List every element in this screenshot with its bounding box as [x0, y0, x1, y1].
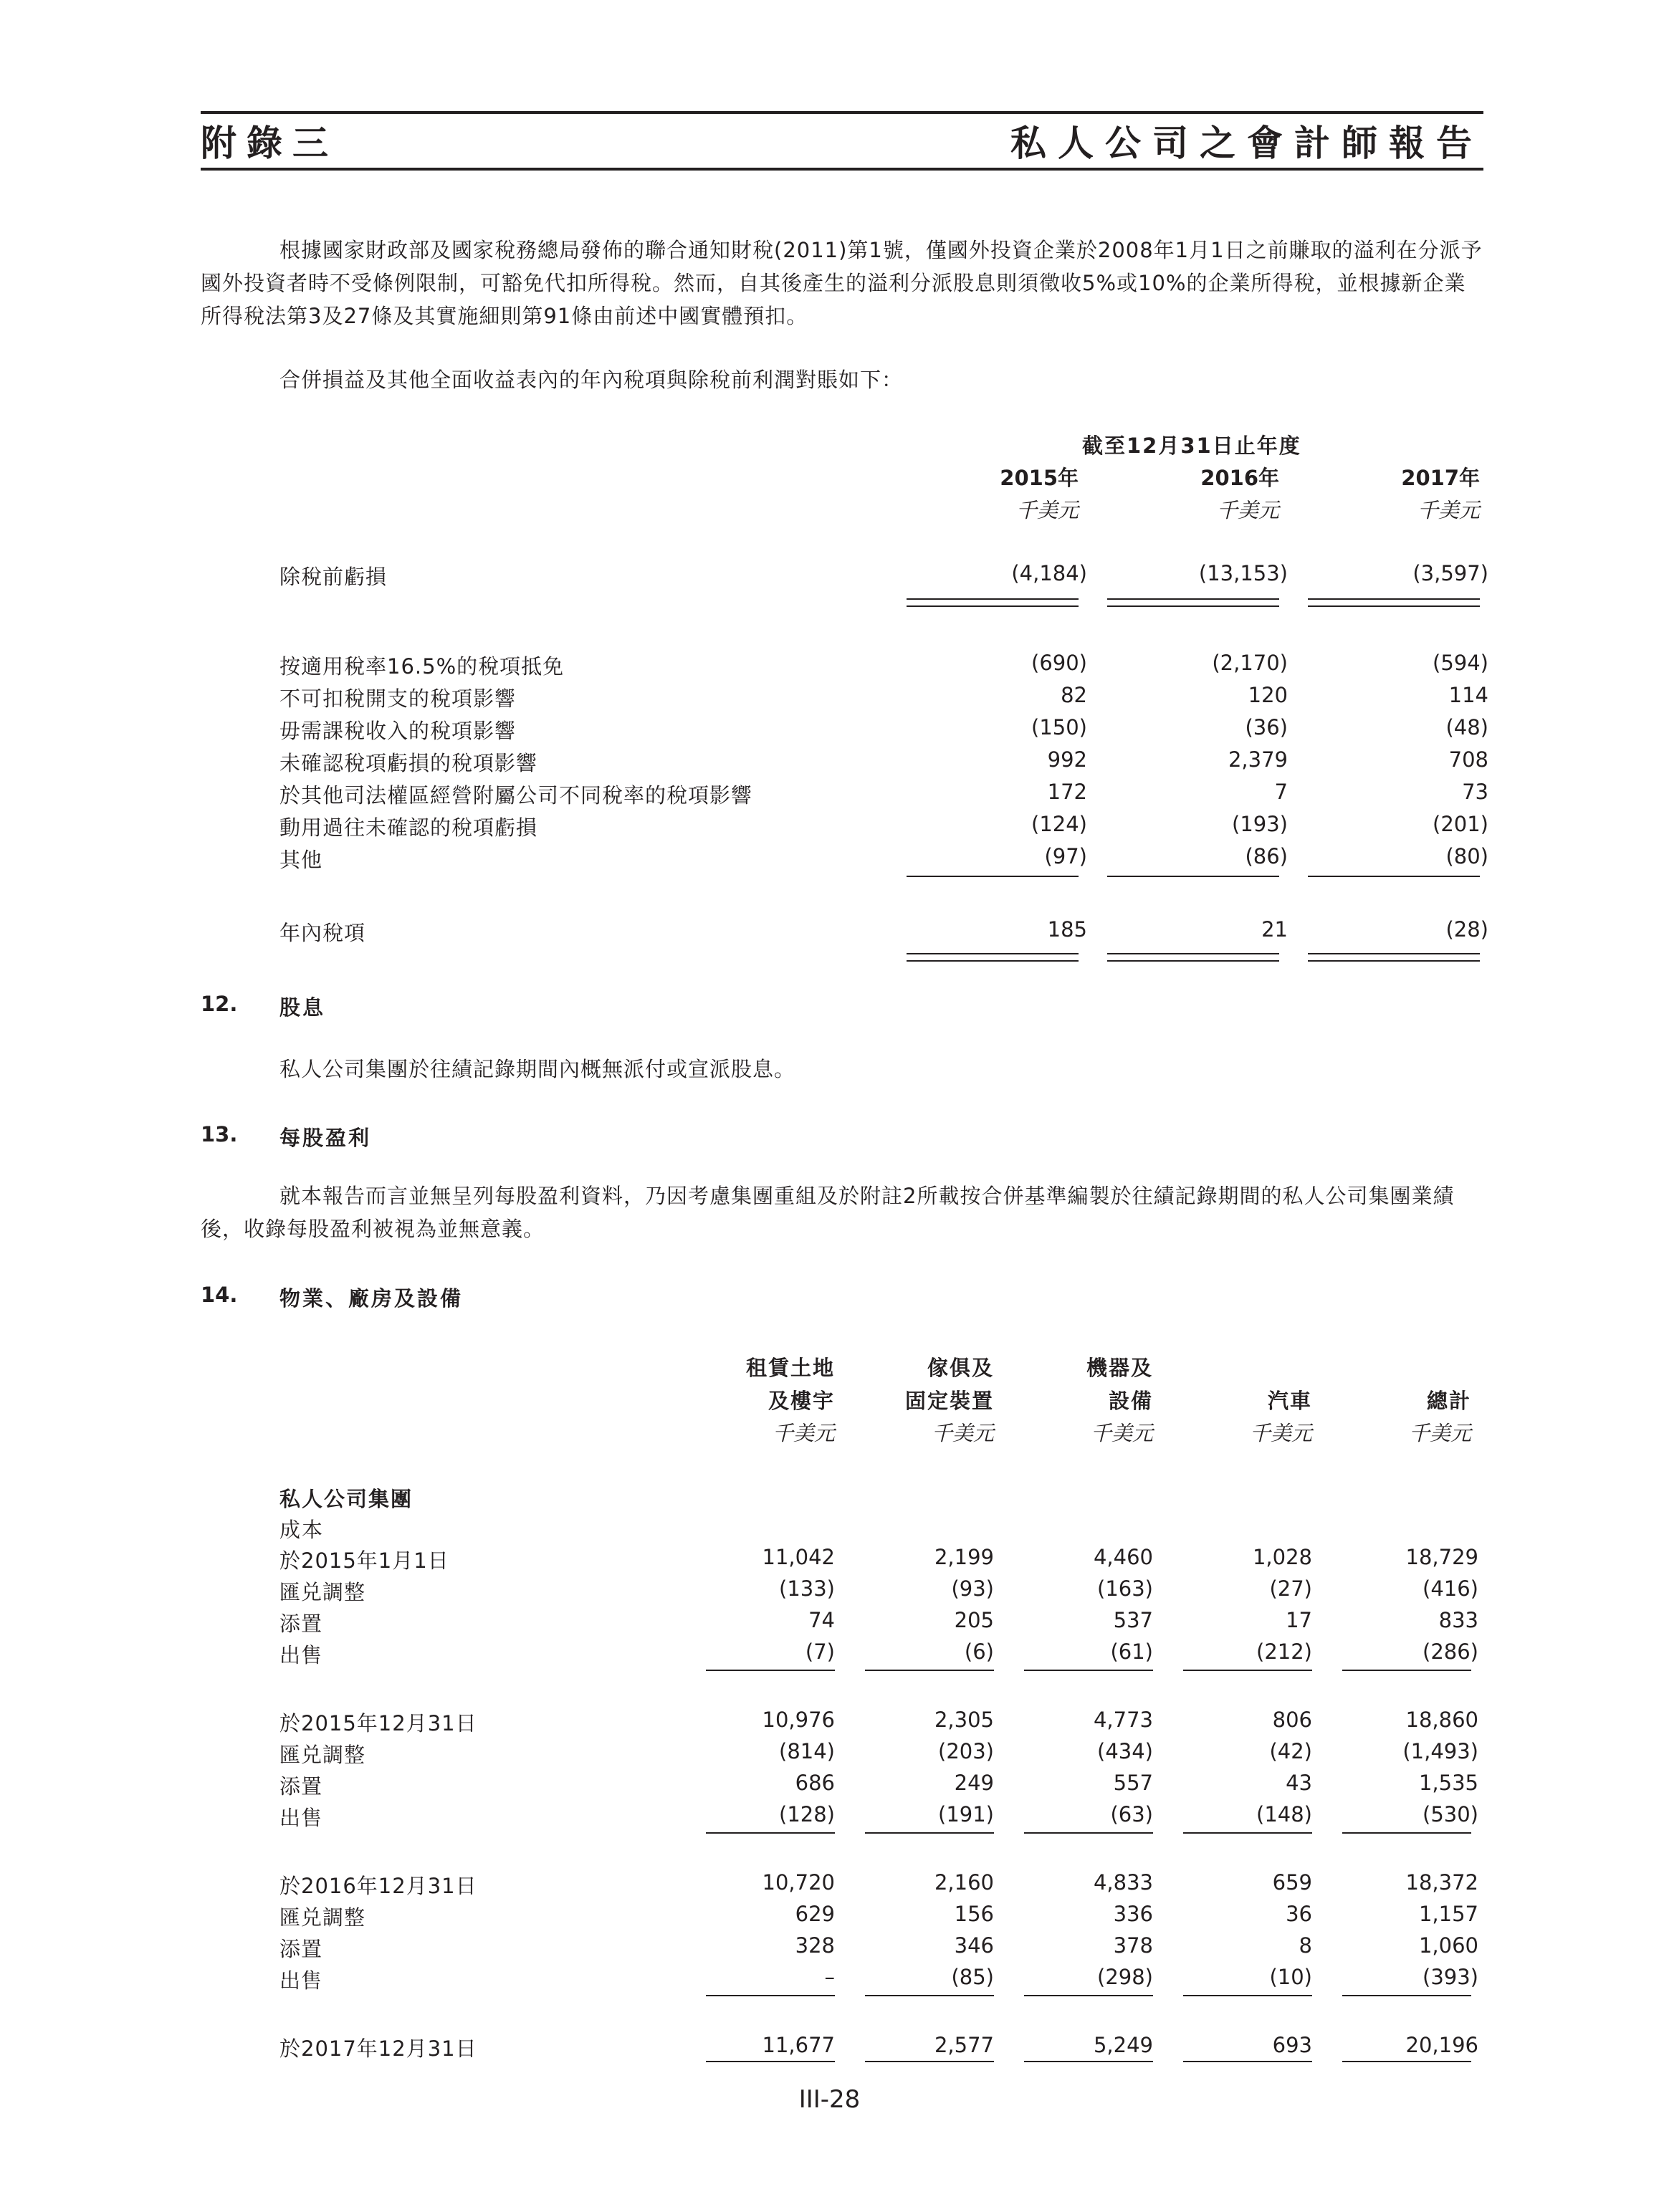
ppe-row-value: (93)	[951, 1576, 994, 1601]
subtotal-underline	[1183, 1670, 1312, 1671]
column-header-line2: 汽車	[1267, 1389, 1312, 1413]
final-underline	[1183, 2061, 1312, 2062]
ppe-row-label: 匯兑調整	[279, 1580, 366, 1604]
ppe-row-value: 1,028	[1252, 1545, 1312, 1569]
unit-header: 千美元	[1216, 498, 1279, 522]
ppe-row-value: (10)	[1269, 1965, 1312, 1989]
double-underline	[1107, 953, 1279, 954]
reconciliation-row-value: 73	[1462, 780, 1488, 804]
ppe-row-value: 18,372	[1405, 1870, 1478, 1895]
unit-header: 千美元	[1417, 498, 1480, 522]
year-header: 2016年	[1200, 466, 1279, 490]
ppe-row-value: 686	[795, 1771, 835, 1795]
appendix-label: 附錄三	[201, 123, 338, 164]
subtotal-underline	[706, 1670, 835, 1671]
reconciliation-row-value: (150)	[1031, 715, 1087, 739]
section-14-number: 14.	[201, 1283, 238, 1307]
reconciliation-row-value: 708	[1448, 747, 1488, 772]
ppe-row-value: 4,833	[1093, 1870, 1153, 1895]
subtotal-underline	[1183, 1995, 1312, 1996]
subtotal-underline	[1024, 1995, 1153, 1996]
column-header-line2: 總計	[1426, 1389, 1471, 1413]
column-header-line1: 傢俱及	[927, 1356, 994, 1380]
ppe-row-value: 8	[1299, 1933, 1312, 1958]
header-top-rule	[201, 111, 1483, 114]
reconciliation-row-label: 動用過往未確認的稅項虧損	[279, 815, 538, 840]
ppe-row-label: 出售	[279, 1968, 323, 1993]
reconciliation-row-value: 114	[1448, 683, 1488, 707]
double-underline	[907, 953, 1079, 954]
ppe-row-value: (212)	[1256, 1639, 1312, 1664]
ppe-row-value: 1,060	[1418, 1933, 1478, 1958]
double-underline	[1308, 960, 1480, 962]
reconciliation-row-value: (80)	[1445, 844, 1488, 868]
reconciliation-row-label: 於其他司法權區經營附屬公司不同稅率的稅項影響	[279, 783, 753, 808]
final-underline	[706, 2061, 835, 2062]
section-12-text: 私人公司集團於往績記錄期間內概無派付或宣派股息。	[279, 1057, 796, 1081]
subtotal-underline	[865, 1995, 994, 1996]
ppe-row-value: (133)	[779, 1576, 835, 1601]
ppe-row-value: (286)	[1423, 1639, 1478, 1664]
ppe-row-label: 添置	[279, 1774, 323, 1799]
tax-for-year-value: (28)	[1445, 917, 1488, 942]
reconciliation-row-value: (193)	[1232, 812, 1288, 836]
double-underline	[1107, 960, 1279, 962]
ppe-row-value: 1,535	[1418, 1771, 1478, 1795]
ppe-row-value: 10,976	[762, 1708, 835, 1732]
ppe-row-value: 18,729	[1405, 1545, 1478, 1569]
year-header: 2015年	[1000, 466, 1079, 490]
ppe-row-value: 833	[1438, 1608, 1478, 1632]
ppe-final-value: 693	[1272, 2033, 1312, 2057]
column-header-line2: 固定裝置	[904, 1389, 994, 1413]
ppe-row-label: 匯兑調整	[279, 1743, 366, 1767]
reconciliation-row-value: 82	[1061, 683, 1087, 707]
double-underline	[1308, 953, 1480, 954]
period-header: 截至12月31日止年度	[1082, 434, 1301, 458]
reconciliation-row-value: 7	[1274, 780, 1288, 804]
subtotal-underline	[1024, 1832, 1153, 1834]
page-section-title: 私人公司之會計師報告	[1010, 123, 1483, 164]
ppe-row-value: 205	[954, 1608, 994, 1632]
subtotal-underline	[1342, 1832, 1471, 1834]
ppe-row-value: (203)	[938, 1739, 994, 1763]
reconciliation-row-value: (97)	[1044, 844, 1087, 868]
column-unit: 千美元	[1408, 1421, 1471, 1445]
ppe-row-value: (6)	[964, 1639, 994, 1664]
column-unit: 千美元	[772, 1421, 835, 1445]
ppe-row-value: (85)	[951, 1965, 994, 1989]
ppe-row-value: (61)	[1110, 1639, 1153, 1664]
ppe-row-value: 249	[954, 1771, 994, 1795]
ppe-row-value: (27)	[1269, 1576, 1312, 1601]
ppe-row-value: 806	[1272, 1708, 1312, 1732]
ppe-row-value: 2,305	[934, 1708, 994, 1732]
ppe-row-label: 於2015年12月31日	[279, 1711, 477, 1735]
subtotal-underline	[1107, 876, 1279, 877]
ppe-row-value: (42)	[1269, 1739, 1312, 1763]
double-underline	[907, 598, 1079, 600]
subtotal-underline	[907, 876, 1079, 877]
ppe-row-value: (163)	[1097, 1576, 1153, 1601]
ppe-row-label: 出售	[279, 1643, 323, 1667]
ppe-final-value: 11,677	[762, 2033, 835, 2057]
subtotal-underline	[1024, 1670, 1153, 1671]
ppe-row-label: 添置	[279, 1937, 323, 1961]
header-bottom-rule	[201, 168, 1483, 171]
ppe-row-label: 出售	[279, 1806, 323, 1830]
ppe-row-value: 1,157	[1418, 1902, 1478, 1926]
ppe-final-label: 於2017年12月31日	[279, 2036, 477, 2061]
reconciliation-row-value: (48)	[1445, 715, 1488, 739]
double-underline	[1308, 598, 1480, 600]
group-label: 私人公司集團	[279, 1487, 413, 1511]
subtotal-underline	[1342, 1995, 1471, 1996]
column-header-line2: 及樓宇	[768, 1389, 835, 1413]
loss-before-tax-value: (13,153)	[1198, 561, 1288, 585]
ppe-row-value: 557	[1113, 1771, 1153, 1795]
ppe-row-value: (1,493)	[1402, 1739, 1478, 1763]
ppe-row-value: 378	[1113, 1933, 1153, 1958]
ppe-row-value: 10,720	[762, 1870, 835, 1895]
tax-for-year-value: 185	[1047, 917, 1087, 942]
column-unit: 千美元	[931, 1421, 994, 1445]
ppe-row-value: 43	[1286, 1771, 1312, 1795]
section-14-title: 物業、廠房及設備	[279, 1286, 464, 1311]
double-underline	[1308, 605, 1480, 607]
column-header-line1: 機器及	[1086, 1356, 1153, 1380]
reconciliation-row-label: 按適用稅率16.5%的稅項抵免	[279, 654, 565, 679]
reconciliation-intro: 合併損益及其他全面收益表內的年內稅項與除稅前利潤對賬如下：	[279, 368, 904, 392]
ppe-final-value: 2,577	[934, 2033, 994, 2057]
ppe-row-value: 2,199	[934, 1545, 994, 1569]
reconciliation-row-value: (36)	[1245, 715, 1288, 739]
ppe-row-value: (63)	[1110, 1802, 1153, 1826]
ppe-row-value: 4,460	[1093, 1545, 1153, 1569]
ppe-row-label: 於2016年12月31日	[279, 1874, 477, 1898]
reconciliation-row-value: (594)	[1433, 651, 1488, 675]
subtotal-underline	[1308, 876, 1480, 877]
ppe-row-label: 於2015年1月1日	[279, 1548, 449, 1573]
reconciliation-row-value: 2,379	[1228, 747, 1288, 772]
reconciliation-row-label: 毋需課稅收入的稅項影響	[279, 719, 517, 743]
ppe-row-value: 17	[1286, 1608, 1312, 1632]
ppe-row-value: (434)	[1097, 1739, 1153, 1763]
subtotal-underline	[865, 1670, 994, 1671]
ppe-row-label: 添置	[279, 1612, 323, 1636]
reconciliation-row-label: 未確認稅項虧損的稅項影響	[279, 751, 538, 775]
reconciliation-row-value: (690)	[1031, 651, 1087, 675]
intro-paragraph: 根據國家財政部及國家稅務總局發佈的聯合通知財稅(2011)第1號，僅國外投資企業於2008年1月1日之前賺取的溢利在分派予國外投資者時不受條例限制，可豁免代扣所得稅。然而，自其後產生的溢利分派股息則須徵收5%或10%的企業所得稅，並根據新企業所得稅法第3及27條及其實施細則第91條由前述中國實體預扣。	[201, 238, 1483, 328]
reconciliation-row-value: (124)	[1031, 812, 1087, 836]
ppe-row-value: 346	[954, 1933, 994, 1958]
ppe-row-value: 328	[795, 1933, 835, 1958]
ppe-row-value: (298)	[1097, 1965, 1153, 1989]
subtotal-underline	[706, 1832, 835, 1834]
ppe-row-value: (530)	[1423, 1802, 1478, 1826]
ppe-row-value: 4,773	[1093, 1708, 1153, 1732]
page-number: III-28	[798, 2085, 861, 2114]
final-underline	[865, 2061, 994, 2062]
ppe-row-value: (393)	[1423, 1965, 1478, 1989]
ppe-row-value: 2,160	[934, 1870, 994, 1895]
column-unit: 千美元	[1249, 1421, 1312, 1445]
subtotal-underline	[706, 1995, 835, 1996]
subtotal-underline	[1183, 1832, 1312, 1834]
ppe-row-value: 74	[808, 1608, 835, 1632]
ppe-final-value: 20,196	[1405, 2033, 1478, 2057]
ppe-row-value: –	[824, 1965, 835, 1989]
double-underline	[1107, 598, 1279, 600]
ppe-row-value: (7)	[805, 1639, 835, 1664]
ppe-row-value: 537	[1113, 1608, 1153, 1632]
ppe-row-label: 匯兑調整	[279, 1905, 366, 1930]
ppe-row-value: 659	[1272, 1870, 1312, 1895]
final-underline	[1342, 2061, 1471, 2062]
reconciliation-row-value: (201)	[1433, 812, 1488, 836]
loss-before-tax-value: (3,597)	[1412, 561, 1488, 585]
section-13-paragraph: 就本報告而言並無呈列每股盈利資料，乃因考慮集團重組及於附註2所載按合併基準編製於往績記錄期間的私人公司集團業績後，收錄每股盈利被視為並無意義。	[201, 1184, 1455, 1241]
final-underline	[1024, 2061, 1153, 2062]
loss-before-tax-value: (4,184)	[1011, 561, 1087, 585]
double-underline	[907, 605, 1079, 607]
reconciliation-row-label: 其他	[279, 848, 323, 872]
section-12-title: 股息	[279, 995, 326, 1020]
ppe-row-value: (128)	[779, 1802, 835, 1826]
tax-for-year-value: 21	[1261, 917, 1288, 942]
loss-before-tax-label: 除稅前虧損	[279, 565, 388, 589]
ppe-row-value: 629	[795, 1902, 835, 1926]
ppe-row-value: (814)	[779, 1739, 835, 1763]
ppe-row-value: (191)	[938, 1802, 994, 1826]
ppe-row-value: 11,042	[762, 1545, 835, 1569]
reconciliation-row-label: 不可扣稅開支的稅項影響	[279, 686, 517, 711]
column-header-line1: 租賃土地	[745, 1356, 835, 1380]
reconciliation-row-value: (86)	[1245, 844, 1288, 868]
ppe-row-value: (148)	[1256, 1802, 1312, 1826]
section-12-number: 12.	[201, 992, 238, 1016]
column-unit: 千美元	[1090, 1421, 1153, 1445]
double-underline	[1107, 605, 1279, 607]
ppe-row-value: 336	[1113, 1902, 1153, 1926]
cost-label: 成本	[279, 1518, 325, 1542]
section-13-number: 13.	[201, 1122, 238, 1146]
subtotal-underline	[1342, 1670, 1471, 1671]
year-header: 2017年	[1401, 466, 1480, 490]
ppe-row-value: 18,860	[1405, 1708, 1478, 1732]
ppe-row-value: 156	[954, 1902, 994, 1926]
reconciliation-row-value: (2,170)	[1212, 651, 1288, 675]
ppe-final-value: 5,249	[1093, 2033, 1153, 2057]
reconciliation-row-value: 172	[1047, 780, 1087, 804]
column-header-line2: 設備	[1108, 1389, 1153, 1413]
section-13-title: 每股盈利	[279, 1126, 372, 1150]
reconciliation-row-value: 120	[1248, 683, 1288, 707]
tax-for-year-label: 年內稅項	[279, 921, 366, 945]
ppe-row-value: (416)	[1423, 1576, 1478, 1601]
subtotal-underline	[865, 1832, 994, 1834]
unit-header: 千美元	[1015, 498, 1079, 522]
double-underline	[907, 960, 1079, 962]
reconciliation-row-value: 992	[1047, 747, 1087, 772]
ppe-row-value: 36	[1286, 1902, 1312, 1926]
